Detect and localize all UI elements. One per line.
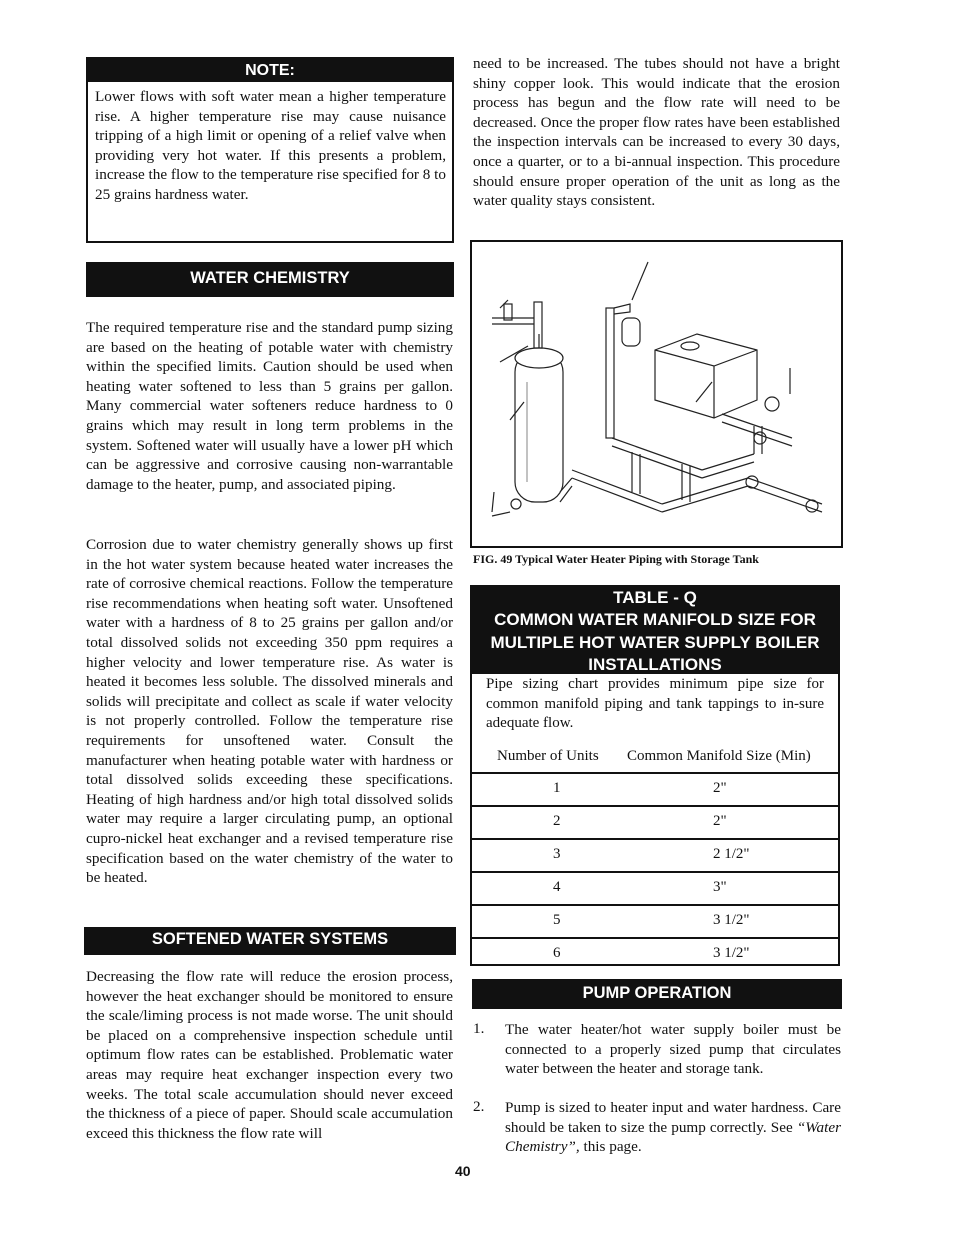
row-size: 3 1/2"	[713, 944, 750, 961]
page-number: 40	[455, 1163, 471, 1179]
row-size: 3"	[713, 878, 727, 895]
table-q-title-line-4: INSTALLATIONS	[588, 654, 722, 674]
list-text-main: Pump is sized to heater input and water hardness. Care should be taken to size the pump correctly. See	[505, 1099, 841, 1136]
table-q-column-headers	[472, 734, 838, 772]
list-number: 1.	[473, 1020, 485, 1037]
table-q-title-line-1: TABLE - Q	[613, 588, 697, 607]
row-units: 6	[553, 944, 561, 961]
row-size: 2"	[713, 779, 727, 796]
table-row	[472, 805, 838, 838]
row-units: 3	[553, 845, 561, 862]
column-header-units: Number of Units	[497, 747, 599, 764]
list-text: The water heater/hot water supply boiler must be connected to a properly sized pump that circulates water between the heater and storage tank.	[505, 1021, 841, 1078]
water-chemistry-paragraph-1: The required temperature rise and the standard pump sizing are based on the heating of potable water with chemistry within the specified limits. Caution should be used when heating water softened to less than 5 grains per gallon. Many commercial water softeners reduce hardness to 0 grains which may result in long term problems in the system. Softened water will usually have a lower pH which can be aggressive and corrosive causing non-warrantable damage to the heater, pump, and associated piping.	[86, 319, 453, 493]
list-text	[505, 1098, 841, 1157]
table-row	[472, 772, 838, 805]
table-q-title-line-2: COMMON WATER MANIFOLD SIZE FOR	[494, 610, 816, 630]
figure-caption: FIG. 49 Typical Water Heater Piping with Storage Tank	[473, 552, 759, 566]
row-size: 2"	[713, 812, 727, 829]
figure-piping-diagram	[470, 240, 843, 548]
pump-operation-heading: PUMP OPERATION	[472, 979, 842, 1009]
table-q	[470, 585, 840, 966]
water-chemistry-paragraph-2: Corrosion due to water chemistry generally shows up first in the hot water system because heated water increases the rate of corrosive chemical reactions. Follow the temperature rise recommendations when heating soft water. Unsoftened water with a hardness of 8 to 25 grains per gallon and/or total dissolved solids not exceeding 350 ppm requires a higher velocity and lower temperature rise. As water is heated it becomes less soluble. The dissolved minerals and solids will precipitate and collect as scale if water velocity is not properly controlled. Follow the temperature rise requirements for unsoftened water. Consult the manufacturer when heating potable water with hardness or total dissolved solids exceeding these specifications. Heating of high hardness and/or high total dissolved solids water may require a larger circulating pump, an optional cupro-nickel heat exchanger and a revised temperature rise specification based on the water chemistry of the water to be heated.	[86, 536, 453, 887]
table-q-title-line-3: MULTIPLE HOT WATER SUPPLY BOILER	[490, 632, 820, 652]
table-row	[472, 937, 838, 970]
row-size: 3 1/2"	[713, 911, 750, 928]
softened-water-paragraph: Decreasing the flow rate will reduce the erosion process, however the heat exchanger should be monitored to ensure the scale/liming process is not made worse. The unit should be placed on a comprehensive inspection schedule until optimum flow rates can be established. Problematic water areas may require heat exchanger inspection every two weeks. The total scale accumulation should never exceed the thickness of a piece of paper. Should scale accumulation exceed this thickness the flow rate will	[86, 968, 453, 1142]
water-chemistry-reference: “Water Chemistry”,	[505, 1118, 841, 1156]
row-units: 1	[553, 779, 561, 796]
table-q-title	[472, 587, 838, 674]
table-row	[472, 904, 838, 937]
row-size: 2 1/2"	[713, 845, 750, 862]
row-units: 4	[553, 878, 561, 895]
note-text: Lower flows with soft water mean a higher temperature rise. A higher temperature rise may cause nuisance tripping of a high limit or opening of a relief valve when providing very hot water. If this presents a problem, increase the flow to the temperature rise specified for 8 to 25 grains hardness water.	[95, 88, 446, 203]
table-row	[472, 871, 838, 904]
table-q-intro: Pipe sizing chart provides minimum pipe size for common manifold piping and tank tappings to in-sure adequate flow.	[486, 676, 824, 732]
list-number: 2.	[473, 1098, 485, 1115]
softened-water-heading: SOFTENED WATER SYSTEMS	[84, 927, 456, 955]
note-title: NOTE:	[88, 59, 452, 82]
row-units: 5	[553, 911, 561, 928]
note-box	[86, 57, 454, 243]
piping-diagram-illustration	[472, 242, 841, 546]
column-header-size: Common Manifold Size (Min)	[627, 747, 811, 764]
table-row	[472, 838, 838, 871]
continued-paragraph: need to be increased. The tubes should not have a bright shiny copper look. This would indicate that the erosion process has begun and the flow rate will need to be decreased. Once the proper flow rates have been established the inspection intervals can be increased to every 30 days, once a quarter, or to a bi-annual inspection. This procedure should ensure proper operation of the unit as long as the water quality stays consistent.	[473, 55, 840, 210]
list-text-end: this page.	[579, 1138, 642, 1156]
row-units: 2	[553, 812, 561, 829]
water-chemistry-heading: WATER CHEMISTRY	[86, 262, 454, 297]
